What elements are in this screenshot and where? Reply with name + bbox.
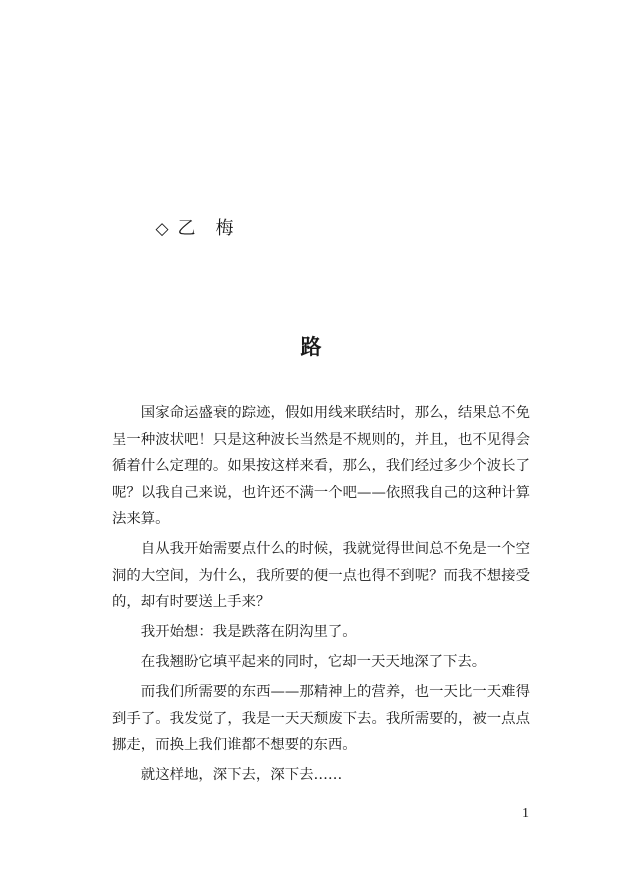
- page-number: 1: [522, 806, 529, 821]
- paragraph: 国家命运盛衰的踪迹，假如用线来联结时，那么，结果总不免呈一种波状吧！只是这种波长当然是不规则的，并且，也不见得会循着什么定理的。如果按这样来看，那么，我们经过多少个波长了呢？以我自己来说，也许还不满一个吧——依照我自己的这种计算法来算。: [112, 405, 530, 527]
- paragraph: 就这样地，深下去，深下去……: [140, 767, 343, 783]
- author-name: 乙 梅: [177, 218, 235, 239]
- diamond-icon: ◇: [155, 219, 170, 239]
- article-body: [112, 400, 530, 792]
- paragraph: 自从我开始需要点什么的时候，我就觉得世间总不免是一个空洞的大空间，为什么，我所要的便一点也得不到呢？而我不想接受的，却有时要送上手来？: [112, 541, 530, 610]
- author-line: [142, 190, 235, 242]
- paragraph: 而我们所需要的东西——那精神上的营养，也一天比一天难得到手了。我发觉了，我是一天天颓废下去。我所需要的，被一点点挪走，而换上我们谁都不想要的东西。: [112, 684, 530, 753]
- article-title: 路: [300, 334, 322, 359]
- paragraph: 在我翘盼它填平起来的同时，它却一天天地深了下去。: [140, 654, 487, 670]
- paragraph: 我开始想：我是跌落在阴沟里了。: [140, 624, 357, 640]
